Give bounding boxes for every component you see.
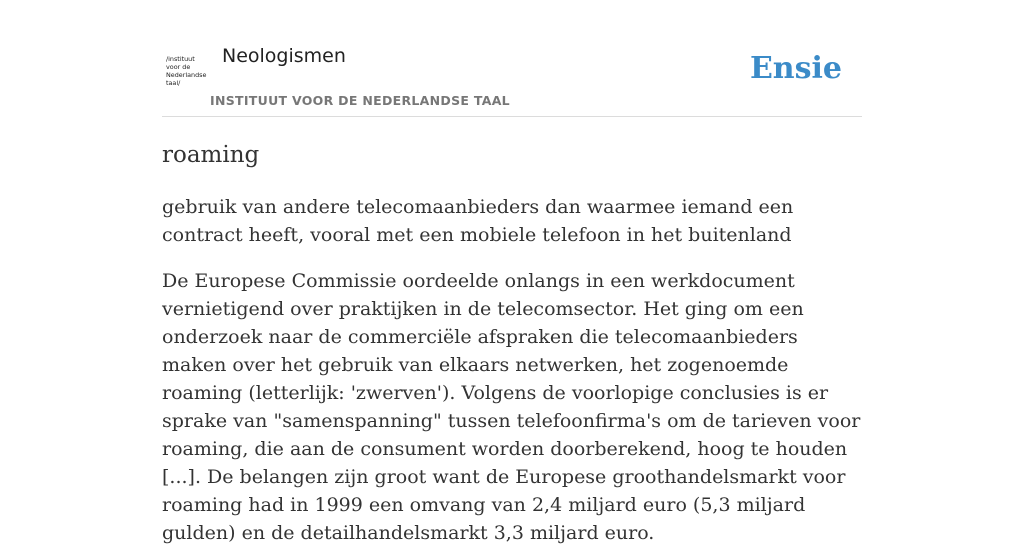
ensie-brand-link[interactable]: Ensie (749, 51, 842, 86)
logo-line: voor de (166, 63, 191, 71)
site-header (162, 0, 862, 117)
logo-line: Nederlandse (166, 71, 207, 79)
institute-logo[interactable] (166, 55, 208, 89)
site-title-link[interactable]: Neologismen (222, 45, 346, 67)
institute-name: INSTITUUT VOOR DE NEDERLANDSE TAAL (210, 93, 510, 108)
entry-quote: De Europese Commissie oordeelde onlangs in een werkdocument vernietigend over praktijken in de telecomsector. Het ging om een onderzoek naar de commerciële afspraken die telecomaanbieders maken over het gebruik van elkaars netwerken, het zogenoemde roaming (letterlijk: 'zwerven'). Volgens de voorlopige conclusies is er sprake van "samenspanning" tussen telefoonfirma's om de tarieven voor roaming, die aan de consument worden doorberekend, hoog te houden [...]. De belangen zijn groot want de Europese groothandelsmarkt voor roaming had in 1999 een omvang van 2,4 miljard euro (5,3 miljard gulden) en de detailhandelsmarkt 3,3 miljard euro. (162, 270, 861, 544)
entry-headword: roaming (162, 142, 260, 168)
logo-line: taal/ (166, 79, 181, 87)
entry-main (162, 141, 862, 547)
content-container (162, 0, 862, 547)
entry-definition: gebruik van andere telecomaanbieders dan waarmee iemand een contract heeft, vooral met een mobiele telefoon in het buitenland (162, 196, 794, 246)
logo-line: /instituut (166, 55, 195, 63)
